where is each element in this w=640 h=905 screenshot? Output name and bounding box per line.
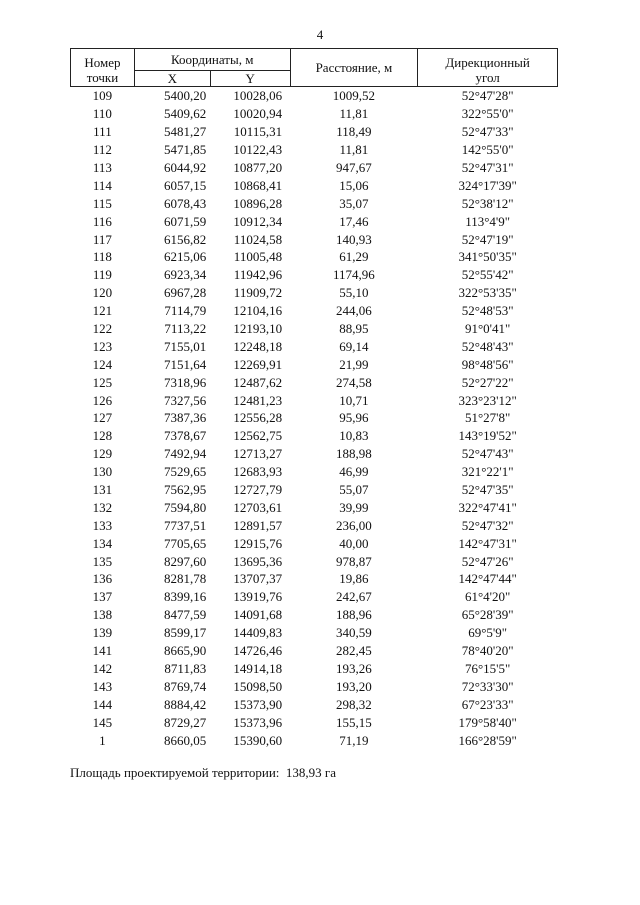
y-coordinate-cell: 15373,96 bbox=[233, 714, 283, 730]
point-number-cell: 134 bbox=[92, 535, 113, 551]
table-row bbox=[71, 731, 558, 749]
distance-cell: 11,81 bbox=[339, 106, 369, 122]
y-coordinate-cell: 12104,16 bbox=[233, 303, 283, 319]
distance-cell: 193,26 bbox=[336, 660, 372, 676]
x-coordinate-cell: 6078,43 bbox=[163, 195, 207, 211]
x-coordinate-cell: 8477,59 bbox=[163, 607, 207, 623]
x-coordinate-cell: 6071,59 bbox=[163, 213, 207, 229]
x-coordinate-cell: 8729,27 bbox=[163, 714, 207, 730]
distance-cell: 274,58 bbox=[336, 374, 372, 390]
y-coordinate-cell: 13707,37 bbox=[233, 571, 283, 587]
y-coordinate-cell: 15390,60 bbox=[233, 732, 283, 748]
distance-cell: 40,00 bbox=[339, 535, 369, 551]
x-coordinate-cell: 8660,05 bbox=[163, 732, 207, 748]
y-coordinate-cell: 12269,91 bbox=[233, 356, 283, 372]
point-number-cell: 132 bbox=[92, 499, 113, 515]
header-point-number-line2: точки bbox=[71, 70, 135, 87]
distance-cell: 140,93 bbox=[336, 231, 372, 247]
direction-angle-cell: 52°47'26" bbox=[461, 553, 514, 569]
distance-cell: 242,67 bbox=[336, 589, 372, 605]
point-number-cell: 145 bbox=[92, 714, 113, 730]
x-coordinate-cell: 7113,22 bbox=[164, 321, 207, 337]
distance-cell: 19,86 bbox=[339, 571, 369, 587]
direction-angle-cell: 142°47'31" bbox=[458, 535, 517, 551]
distance-cell: 188,96 bbox=[336, 607, 372, 623]
point-number-cell: 109 bbox=[92, 88, 113, 104]
direction-angle-cell: 322°53'35" bbox=[458, 285, 517, 301]
table-row bbox=[71, 677, 558, 695]
y-coordinate-cell: 10877,20 bbox=[233, 160, 283, 175]
header-x: X bbox=[134, 70, 210, 87]
distance-cell: 193,20 bbox=[336, 678, 372, 694]
distance-cell: 17,46 bbox=[339, 213, 369, 229]
direction-angle-cell: 52°47'32" bbox=[461, 517, 514, 533]
area-value: 138,93 га bbox=[285, 765, 337, 780]
point-number-cell: 111 bbox=[93, 124, 112, 140]
direction-angle-cell: 52°47'31" bbox=[461, 160, 514, 175]
x-coordinate-cell: 7378,67 bbox=[163, 428, 207, 444]
direction-angle-cell: 52°47'28" bbox=[461, 88, 514, 104]
header-point-number: Номер bbox=[71, 49, 135, 71]
table-row bbox=[71, 624, 558, 642]
direction-angle-cell: 52°27'22" bbox=[461, 374, 514, 390]
table-row bbox=[71, 355, 558, 373]
point-number-cell: 125 bbox=[92, 374, 113, 390]
direction-angle-cell: 142°47'44" bbox=[458, 571, 517, 587]
y-coordinate-cell: 12481,23 bbox=[233, 392, 283, 408]
x-coordinate-cell: 5409,62 bbox=[163, 106, 207, 122]
distance-cell: 35,07 bbox=[339, 195, 369, 211]
x-coordinate-cell: 7114,79 bbox=[164, 303, 207, 319]
distance-cell: 69,14 bbox=[339, 338, 369, 354]
direction-angle-cell: 91°0'41" bbox=[464, 321, 511, 337]
distance-cell: 244,06 bbox=[336, 303, 372, 319]
y-coordinate-cell: 14726,46 bbox=[233, 643, 283, 659]
distance-cell: 71,19 bbox=[339, 732, 369, 748]
x-coordinate-cell: 7155,01 bbox=[163, 338, 207, 354]
y-coordinate-cell: 13919,76 bbox=[233, 589, 283, 605]
table-row bbox=[71, 427, 558, 445]
direction-angle-cell: 322°47'41" bbox=[458, 499, 517, 515]
x-coordinate-cell: 7737,51 bbox=[163, 517, 207, 533]
table-row bbox=[71, 588, 558, 606]
x-coordinate-cell: 6044,92 bbox=[163, 160, 207, 175]
direction-angle-cell: 72°33'30" bbox=[461, 678, 514, 694]
distance-cell: 188,98 bbox=[336, 446, 372, 462]
distance-cell: 55,07 bbox=[339, 482, 369, 498]
distance-cell: 55,10 bbox=[339, 285, 369, 301]
y-coordinate-cell: 10115,31 bbox=[233, 124, 283, 140]
direction-angle-cell: 52°48'43" bbox=[461, 338, 514, 354]
x-coordinate-cell: 7318,96 bbox=[163, 374, 207, 390]
point-number-cell: 131 bbox=[92, 482, 113, 498]
point-number-cell: 143 bbox=[92, 678, 113, 694]
table-row bbox=[71, 87, 558, 105]
distance-cell: 978,87 bbox=[336, 553, 372, 569]
distance-cell: 21,99 bbox=[339, 356, 369, 372]
point-number-cell: 142 bbox=[92, 660, 113, 676]
direction-angle-cell: 323°23'12" bbox=[458, 392, 517, 408]
table-header bbox=[71, 49, 558, 87]
table-row bbox=[71, 337, 558, 355]
table-row bbox=[71, 570, 558, 588]
point-number-cell: 119 bbox=[92, 267, 112, 283]
direction-angle-cell: 69°5'9" bbox=[468, 625, 508, 641]
point-number-cell: 135 bbox=[92, 553, 113, 569]
coordinates-table bbox=[70, 48, 558, 749]
y-coordinate-cell: 11005,48 bbox=[233, 249, 283, 265]
distance-cell: 10,71 bbox=[339, 392, 369, 408]
x-coordinate-cell: 7705,65 bbox=[163, 535, 207, 551]
y-coordinate-cell: 11024,58 bbox=[233, 231, 283, 247]
x-coordinate-cell: 8769,74 bbox=[163, 678, 207, 694]
x-coordinate-cell: 8884,42 bbox=[163, 696, 207, 712]
x-coordinate-cell: 7492,94 bbox=[163, 446, 207, 462]
table-row bbox=[71, 713, 558, 731]
table-row bbox=[71, 660, 558, 678]
point-number-cell: 113 bbox=[92, 160, 112, 175]
point-number-cell: 118 bbox=[92, 249, 112, 265]
point-number-cell: 130 bbox=[92, 464, 113, 480]
x-coordinate-cell: 8281,78 bbox=[163, 571, 207, 587]
point-number-cell: 121 bbox=[92, 303, 113, 319]
direction-angle-cell: 322°55'0" bbox=[461, 106, 514, 122]
y-coordinate-cell: 12683,93 bbox=[233, 464, 283, 480]
direction-angle-cell: 76°15'5" bbox=[464, 660, 511, 676]
header-distance: Расстояние, м bbox=[290, 49, 418, 87]
x-coordinate-cell: 8399,16 bbox=[163, 589, 207, 605]
direction-angle-cell: 52°38'12" bbox=[461, 195, 514, 211]
distance-cell: 282,45 bbox=[336, 643, 372, 659]
header-y: Y bbox=[210, 70, 290, 87]
direction-angle-cell: 52°47'35" bbox=[461, 482, 514, 498]
x-coordinate-cell: 7327,56 bbox=[163, 392, 207, 408]
x-coordinate-cell: 7387,36 bbox=[163, 410, 207, 426]
point-number-cell: 126 bbox=[92, 392, 113, 408]
y-coordinate-cell: 12556,28 bbox=[233, 410, 283, 426]
direction-angle-cell: 341°50'35" bbox=[458, 249, 517, 265]
point-number-cell: 136 bbox=[92, 571, 113, 587]
y-coordinate-cell: 15373,90 bbox=[233, 696, 283, 712]
y-coordinate-cell: 13695,36 bbox=[233, 553, 283, 569]
y-coordinate-cell: 12487,62 bbox=[233, 374, 283, 390]
point-number-cell: 127 bbox=[92, 410, 113, 426]
x-coordinate-cell: 8711,83 bbox=[164, 660, 207, 676]
point-number-cell: 133 bbox=[92, 517, 113, 533]
table-row bbox=[71, 642, 558, 660]
distance-cell: 1174,96 bbox=[333, 267, 375, 283]
table-row bbox=[71, 176, 558, 194]
y-coordinate-cell: 12713,27 bbox=[233, 446, 283, 462]
direction-angle-cell: 52°47'19" bbox=[461, 231, 514, 247]
distance-cell: 15,06 bbox=[339, 177, 369, 193]
distance-cell: 947,67 bbox=[336, 160, 372, 175]
y-coordinate-cell: 12248,18 bbox=[233, 338, 283, 354]
y-coordinate-cell: 12703,61 bbox=[233, 499, 283, 515]
direction-angle-cell: 78°40'20" bbox=[461, 643, 514, 659]
point-number-cell: 114 bbox=[92, 177, 112, 193]
table-row bbox=[71, 606, 558, 624]
y-coordinate-cell: 10020,94 bbox=[233, 106, 283, 122]
table-row bbox=[71, 105, 558, 123]
area-label: Площадь проектируемой территории: bbox=[70, 765, 280, 780]
point-number-cell: 137 bbox=[92, 589, 113, 605]
distance-cell: 88,95 bbox=[339, 321, 369, 337]
direction-angle-cell: 67°23'33" bbox=[461, 696, 514, 712]
x-coordinate-cell: 5400,20 bbox=[163, 88, 207, 104]
table-row bbox=[71, 391, 558, 409]
table-row bbox=[71, 266, 558, 284]
point-number-cell: 138 bbox=[92, 607, 113, 623]
distance-cell: 118,49 bbox=[336, 124, 372, 140]
direction-angle-cell: 179°58'40" bbox=[458, 714, 517, 730]
table-row bbox=[71, 695, 558, 713]
distance-cell: 155,15 bbox=[336, 714, 372, 730]
direction-angle-cell: 143°19'52" bbox=[458, 428, 517, 444]
y-coordinate-cell: 10896,28 bbox=[233, 195, 283, 211]
table-row bbox=[71, 320, 558, 338]
table-row bbox=[71, 445, 558, 463]
x-coordinate-cell: 8599,17 bbox=[163, 625, 207, 641]
y-coordinate-cell: 14409,83 bbox=[233, 625, 283, 641]
y-coordinate-cell: 12562,75 bbox=[233, 428, 283, 444]
table-row bbox=[71, 248, 558, 266]
table-row bbox=[71, 123, 558, 141]
table-row bbox=[71, 516, 558, 534]
x-coordinate-cell: 5481,27 bbox=[163, 124, 207, 140]
table-row bbox=[71, 230, 558, 248]
point-number-cell: 120 bbox=[92, 285, 113, 301]
direction-angle-cell: 166°28'59" bbox=[458, 732, 517, 748]
x-coordinate-cell: 7594,80 bbox=[163, 499, 207, 515]
distance-cell: 61,29 bbox=[339, 249, 369, 265]
table-row bbox=[71, 498, 558, 516]
table-row bbox=[71, 194, 558, 212]
x-coordinate-cell: 8297,60 bbox=[163, 553, 207, 569]
table-row bbox=[71, 409, 558, 427]
y-coordinate-cell: 10028,06 bbox=[233, 88, 283, 104]
direction-angle-cell: 52°55'42" bbox=[461, 267, 514, 283]
y-coordinate-cell: 11909,72 bbox=[233, 285, 283, 301]
y-coordinate-cell: 12891,57 bbox=[233, 517, 283, 533]
y-coordinate-cell: 10912,34 bbox=[233, 213, 283, 229]
direction-angle-cell: 321°22'1" bbox=[461, 464, 514, 480]
direction-angle-cell: 52°47'43" bbox=[461, 446, 514, 462]
x-coordinate-cell: 5471,85 bbox=[163, 142, 207, 158]
direction-angle-cell: 52°47'33" bbox=[461, 124, 514, 140]
x-coordinate-cell: 6215,06 bbox=[163, 249, 207, 265]
point-number-cell: 128 bbox=[92, 428, 113, 444]
table-row bbox=[71, 212, 558, 230]
point-number-cell: 124 bbox=[92, 356, 113, 372]
y-coordinate-cell: 10868,41 bbox=[233, 177, 283, 193]
point-number-cell: 129 bbox=[92, 446, 113, 462]
table-row bbox=[71, 284, 558, 302]
x-coordinate-cell: 6156,82 bbox=[163, 231, 207, 247]
y-coordinate-cell: 15098,50 bbox=[233, 678, 283, 694]
point-number-cell: 144 bbox=[92, 696, 113, 712]
direction-angle-cell: 142°55'0" bbox=[461, 142, 514, 158]
distance-cell: 1009,52 bbox=[332, 88, 376, 104]
direction-angle-cell: 51°27'8" bbox=[464, 410, 511, 426]
x-coordinate-cell: 7151,64 bbox=[163, 356, 207, 372]
direction-angle-cell: 65°28'39" bbox=[461, 607, 514, 623]
distance-cell: 95,96 bbox=[339, 410, 369, 426]
table-row bbox=[71, 302, 558, 320]
header-direction-angle: Дирекционный bbox=[418, 49, 558, 71]
table-row bbox=[71, 141, 558, 159]
x-coordinate-cell: 6923,34 bbox=[163, 267, 207, 283]
point-number-cell: 117 bbox=[92, 231, 112, 247]
point-number-cell: 123 bbox=[92, 338, 113, 354]
point-number-cell: 115 bbox=[92, 195, 112, 211]
page-number: 4 bbox=[316, 27, 324, 42]
distance-cell: 11,81 bbox=[339, 142, 369, 158]
direction-angle-cell: 52°48'53" bbox=[461, 303, 514, 319]
x-coordinate-cell: 6057,15 bbox=[163, 177, 207, 193]
table-body bbox=[71, 87, 558, 749]
point-number-cell: 141 bbox=[92, 643, 113, 659]
header-coordinates: Координаты, м bbox=[134, 49, 290, 71]
distance-cell: 39,99 bbox=[339, 499, 369, 515]
y-coordinate-cell: 12727,79 bbox=[233, 482, 283, 498]
point-number-cell: 1 bbox=[99, 732, 106, 748]
distance-cell: 46,99 bbox=[339, 464, 369, 480]
x-coordinate-cell: 7529,65 bbox=[163, 464, 207, 480]
point-number-cell: 122 bbox=[92, 321, 113, 337]
table-row bbox=[71, 481, 558, 499]
direction-angle-cell: 98°48'56" bbox=[461, 356, 514, 372]
point-number-cell: 116 bbox=[92, 213, 112, 229]
y-coordinate-cell: 14091,68 bbox=[233, 607, 283, 623]
direction-angle-cell: 324°17'39" bbox=[458, 177, 517, 193]
x-coordinate-cell: 7562,95 bbox=[163, 482, 207, 498]
project-area bbox=[70, 765, 336, 781]
table-row bbox=[71, 373, 558, 391]
header-direction-angle-line2: угол bbox=[418, 70, 558, 87]
table-row bbox=[71, 159, 558, 177]
table-row bbox=[71, 463, 558, 481]
distance-cell: 10,83 bbox=[339, 428, 369, 444]
table-row bbox=[71, 534, 558, 552]
point-number-cell: 139 bbox=[92, 625, 113, 641]
x-coordinate-cell: 6967,28 bbox=[163, 285, 207, 301]
distance-cell: 340,59 bbox=[336, 625, 372, 641]
y-coordinate-cell: 12915,76 bbox=[233, 535, 283, 551]
y-coordinate-cell: 10122,43 bbox=[233, 142, 283, 158]
direction-angle-cell: 61°4'20" bbox=[464, 589, 511, 605]
point-number-cell: 110 bbox=[92, 106, 112, 122]
direction-angle-cell: 113°4'9" bbox=[465, 213, 511, 229]
y-coordinate-cell: 14914,18 bbox=[233, 660, 283, 676]
x-coordinate-cell: 8665,90 bbox=[163, 643, 207, 659]
y-coordinate-cell: 11942,96 bbox=[233, 267, 283, 283]
point-number-cell: 112 bbox=[92, 142, 112, 158]
y-coordinate-cell: 12193,10 bbox=[233, 321, 283, 337]
distance-cell: 298,32 bbox=[336, 696, 372, 712]
table-row bbox=[71, 552, 558, 570]
distance-cell: 236,00 bbox=[336, 517, 372, 533]
